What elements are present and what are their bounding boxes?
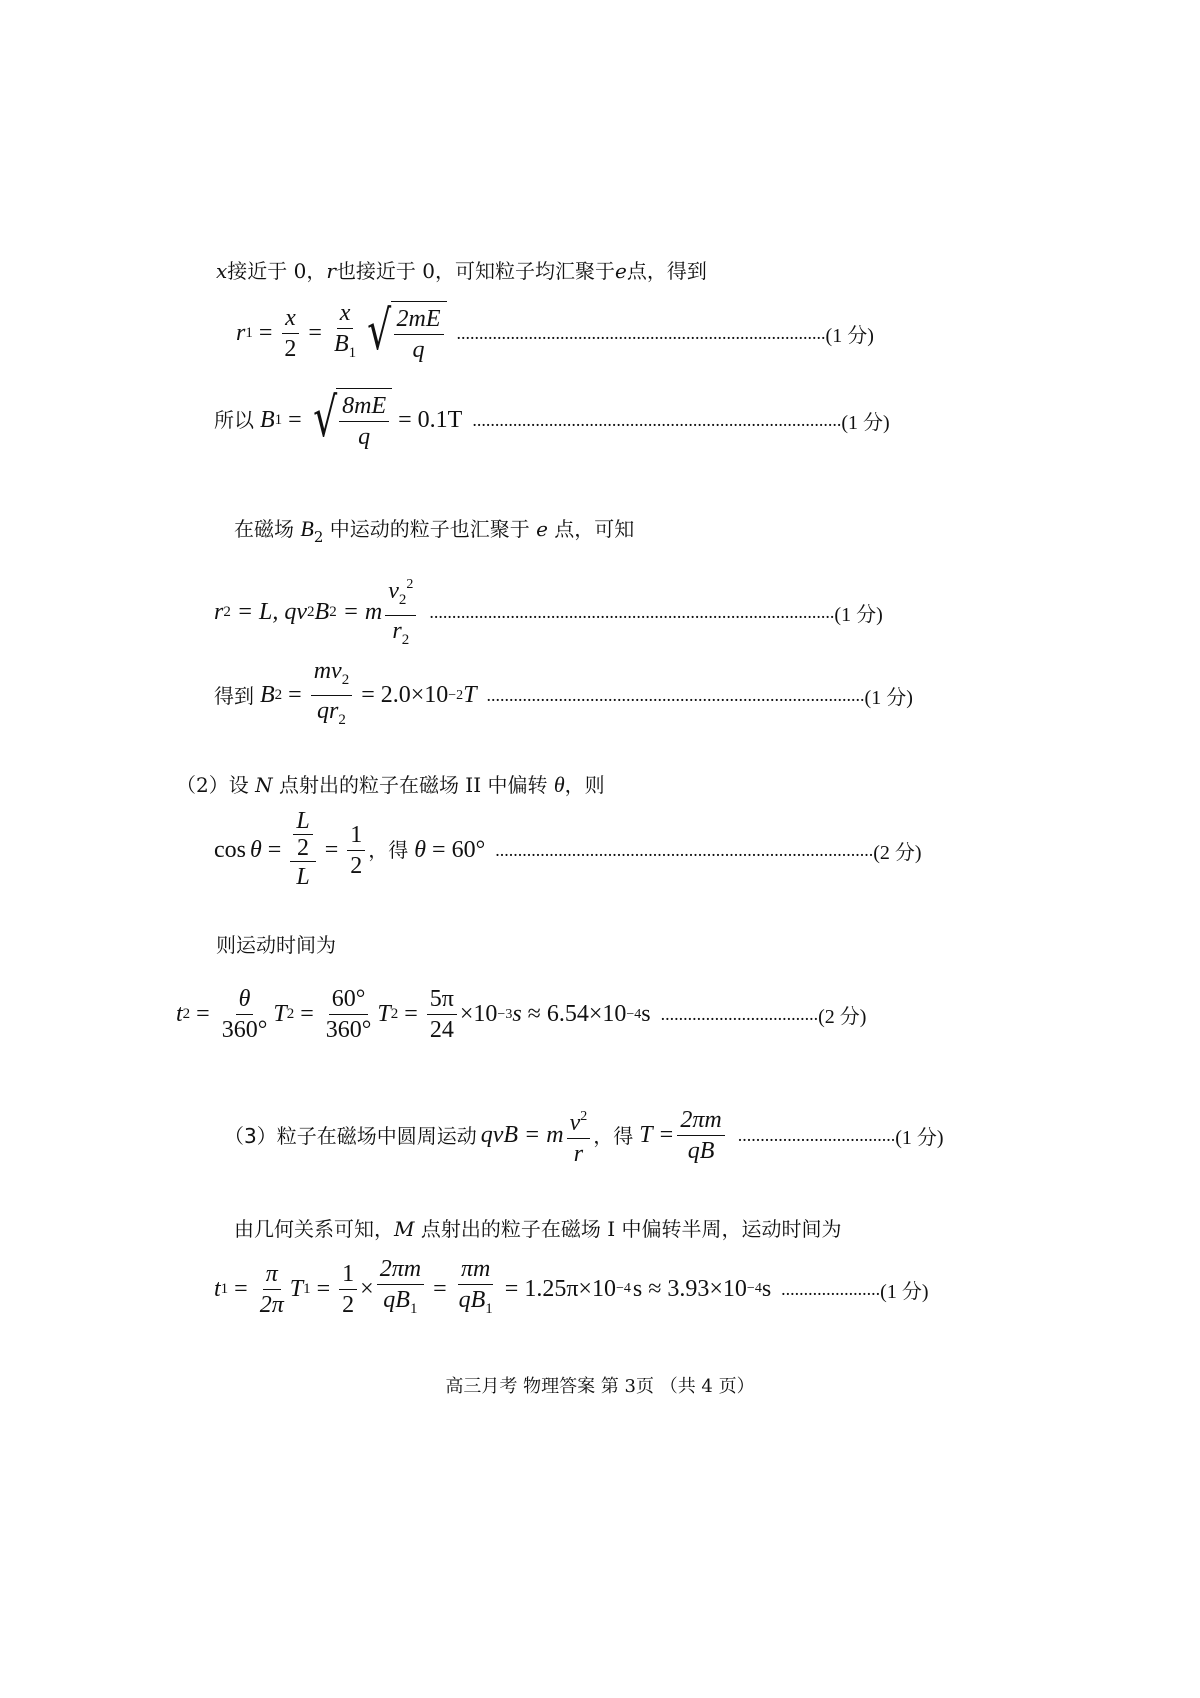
prefix: 所以	[214, 408, 254, 432]
sup: −2	[448, 687, 464, 703]
frac-pi-2pi	[257, 1259, 287, 1320]
mid: = L, qv	[236, 599, 308, 625]
equation-t2	[176, 984, 866, 1045]
var-e: e	[615, 259, 627, 283]
theta: θ	[250, 836, 262, 863]
num: 1	[339, 1259, 357, 1290]
s: s	[512, 1001, 522, 1027]
sqrt	[308, 388, 392, 452]
sup: −4	[615, 1281, 631, 1296]
sup: 2	[406, 577, 414, 592]
t: T =	[639, 1122, 675, 1148]
approx: ≈ 6.54×10	[527, 1001, 627, 1027]
frac-pim-qb1	[456, 1254, 496, 1324]
equation-b2	[214, 656, 913, 735]
text: 在磁场	[234, 517, 294, 541]
sub: 2	[223, 604, 231, 620]
eq-sign: =	[300, 1001, 314, 1027]
score: (2 分)	[873, 841, 922, 864]
num: 2mE	[394, 304, 444, 335]
eq-sign: =	[324, 836, 339, 863]
den: B	[333, 331, 349, 357]
sqrt	[362, 301, 446, 365]
mv: mv	[313, 658, 342, 684]
leader-dots: ...................................	[660, 1004, 819, 1024]
leader-dots: ..................................................................................	[472, 409, 842, 430]
text: 由几何关系可知，	[234, 1217, 394, 1241]
eq-sign: =	[258, 319, 273, 346]
sub: 1	[409, 1301, 418, 1317]
num: L	[293, 808, 312, 835]
b2-line	[234, 516, 634, 550]
eq-sign: =	[196, 1001, 210, 1027]
frac-60-360	[323, 984, 375, 1045]
text: 点射出的粒子在磁场 II 中偏转	[278, 773, 548, 797]
cos: cos	[214, 836, 246, 863]
num: 1	[347, 820, 365, 851]
times: ×	[360, 1275, 374, 1302]
score: (1 分)	[895, 1127, 944, 1149]
den: 360°	[221, 1017, 268, 1043]
frac-v2-r	[567, 1102, 591, 1169]
var-b: B	[300, 516, 314, 541]
eq-sign: =	[404, 1001, 418, 1027]
mid-text: ，得	[593, 1123, 634, 1148]
rhs: = 0.1T	[398, 406, 463, 433]
text: 中运动的粒子也汇聚于	[329, 517, 530, 541]
text: 点，得到	[626, 259, 707, 283]
den: 2	[350, 852, 363, 879]
den: 24	[429, 1017, 454, 1043]
sub: 2	[401, 632, 410, 648]
equation-t1	[214, 1254, 929, 1324]
equation-cos	[214, 808, 922, 892]
sub: 2	[398, 592, 407, 608]
qb: qB	[383, 1287, 410, 1313]
frac	[394, 304, 444, 365]
leader-dots: ..................................................................................	[456, 322, 826, 343]
geometry-line	[234, 1216, 841, 1242]
lhs: B	[260, 682, 275, 708]
num: 2πm	[377, 1254, 424, 1285]
mid: ×10	[459, 1001, 498, 1027]
text: 点射出的粒子在磁场 I 中偏转半周，运动时间为	[420, 1217, 842, 1241]
part3-line	[224, 1102, 944, 1169]
var-e: e	[536, 517, 548, 541]
den: 2π	[259, 1291, 284, 1318]
sub: 2	[286, 1006, 295, 1022]
den: 2	[342, 1291, 355, 1318]
num: 2πm	[677, 1105, 724, 1136]
sub: 2	[274, 687, 283, 703]
den: 2	[297, 835, 310, 861]
sub: 2	[313, 528, 324, 546]
text: （3）粒子在磁场中圆周运动	[224, 1123, 477, 1148]
v: v	[569, 1110, 581, 1136]
num: x	[282, 303, 299, 334]
mid-text: ，得	[368, 838, 409, 862]
qr: qr	[317, 698, 339, 724]
score: (1 分)	[880, 1280, 929, 1303]
sub: 2	[390, 1006, 399, 1022]
sub: 2	[341, 672, 350, 688]
sup: −4	[746, 1281, 762, 1296]
score: (1 分)	[834, 604, 883, 626]
v: v	[388, 578, 399, 604]
eq-sign: =	[316, 1275, 331, 1302]
t: T	[289, 1275, 304, 1302]
rhs: = 1.25π×10	[504, 1275, 616, 1302]
var-m: M	[394, 1217, 415, 1241]
frac-theta-360	[219, 984, 271, 1045]
den: 2	[284, 335, 297, 362]
unit: T	[463, 682, 477, 708]
frac-5pi-24	[427, 984, 457, 1045]
den: q	[358, 424, 371, 450]
score: (1 分)	[864, 687, 913, 709]
num: π	[263, 1259, 281, 1290]
eq: qvB = m	[480, 1122, 564, 1148]
score: (1 分)	[825, 324, 874, 347]
num: πm	[458, 1254, 493, 1285]
sub: 1	[245, 324, 253, 341]
den: L	[296, 864, 310, 890]
eq-sign: =	[308, 319, 322, 346]
theta: θ	[553, 772, 565, 797]
theta: θ	[414, 836, 427, 863]
t: T	[273, 1001, 287, 1027]
den: qB	[687, 1138, 715, 1164]
frac-x-b1	[331, 298, 359, 368]
text: 也接近于 0，可知粒子均汇聚于	[335, 259, 616, 283]
frac-x-2	[281, 303, 299, 364]
intro-line	[216, 258, 707, 284]
eq-sign: =	[234, 1275, 248, 1302]
num: 5π	[427, 984, 457, 1015]
sub: 1	[303, 1280, 311, 1297]
lhs: t	[214, 1275, 221, 1302]
r: r	[214, 599, 224, 625]
sub: 1	[220, 1280, 229, 1297]
rhs: = 60°	[432, 836, 486, 863]
sub: 1	[348, 345, 357, 361]
lhs: B	[260, 406, 275, 433]
s: s ≈ 3.93×10	[632, 1275, 747, 1302]
equation-b1	[214, 388, 890, 452]
t: T	[377, 1001, 391, 1027]
leader-dots: ...................................	[737, 1125, 896, 1145]
frac-mv-qr	[311, 656, 352, 735]
eq-sign: =	[433, 1275, 447, 1302]
score: (2 分)	[818, 1006, 867, 1028]
part2-line	[176, 772, 605, 798]
var-r: r	[326, 259, 336, 283]
sub: 2	[307, 604, 315, 620]
text: 点，可知	[554, 517, 635, 541]
num: x	[337, 298, 354, 329]
sub: 1	[485, 1301, 493, 1317]
lhs: t	[176, 1001, 183, 1027]
score: (1 分)	[841, 411, 890, 434]
unit: s	[641, 1001, 651, 1027]
frac	[293, 808, 312, 861]
radical: √	[312, 386, 337, 449]
radical: √	[367, 299, 392, 362]
rhs: = 2.0×10	[361, 682, 449, 708]
time-line: 则运动时间为	[216, 933, 336, 957]
eq-sign: =	[288, 682, 302, 708]
page-footer: 高三月考 物理答案 第 3页 （共 4 页）	[445, 1376, 755, 1397]
eq-sign: =	[267, 836, 282, 863]
prefix: 得到	[214, 683, 254, 708]
num: θ	[236, 984, 254, 1015]
eq-sign: =	[288, 406, 302, 433]
frac-half	[347, 820, 365, 881]
den: 360°	[325, 1017, 372, 1043]
frac-v2-r2	[385, 570, 416, 655]
qb: qB	[458, 1287, 486, 1313]
den: q	[412, 337, 425, 363]
sub: 2	[338, 712, 346, 728]
leader-dots: ..........................................................................................	[429, 602, 835, 622]
sup: 2	[580, 1109, 588, 1124]
equation-r2	[214, 570, 883, 655]
text: 接近于 0，	[227, 259, 327, 283]
sup: −3	[497, 1006, 513, 1022]
frac-2pim-qb	[677, 1105, 724, 1166]
lhs: r	[236, 319, 246, 346]
frac	[339, 391, 389, 452]
var-x: x	[216, 259, 228, 283]
leader-dots: ....................................................................................	[486, 685, 865, 705]
frac-half	[339, 1259, 357, 1320]
frac-complex	[290, 808, 315, 892]
leader-dots: ....................................................................................	[495, 839, 874, 860]
sub: 1	[274, 411, 283, 428]
text: （2）设	[176, 773, 249, 797]
r: r	[392, 618, 402, 644]
var-n: N	[255, 773, 273, 797]
m: = m	[342, 599, 383, 625]
sub: 2	[329, 604, 337, 620]
sup: −4	[626, 1006, 642, 1022]
num: 60°	[329, 984, 369, 1015]
unit: s	[761, 1275, 772, 1302]
frac-2pim-qb1	[377, 1254, 424, 1324]
equation-r1	[236, 298, 874, 368]
den: r	[573, 1141, 584, 1167]
sub: 2	[182, 1006, 191, 1022]
leader-dots: ......................	[781, 1278, 881, 1299]
num: 8mE	[339, 391, 389, 422]
text: ，则	[564, 773, 605, 797]
b: B	[314, 599, 330, 625]
